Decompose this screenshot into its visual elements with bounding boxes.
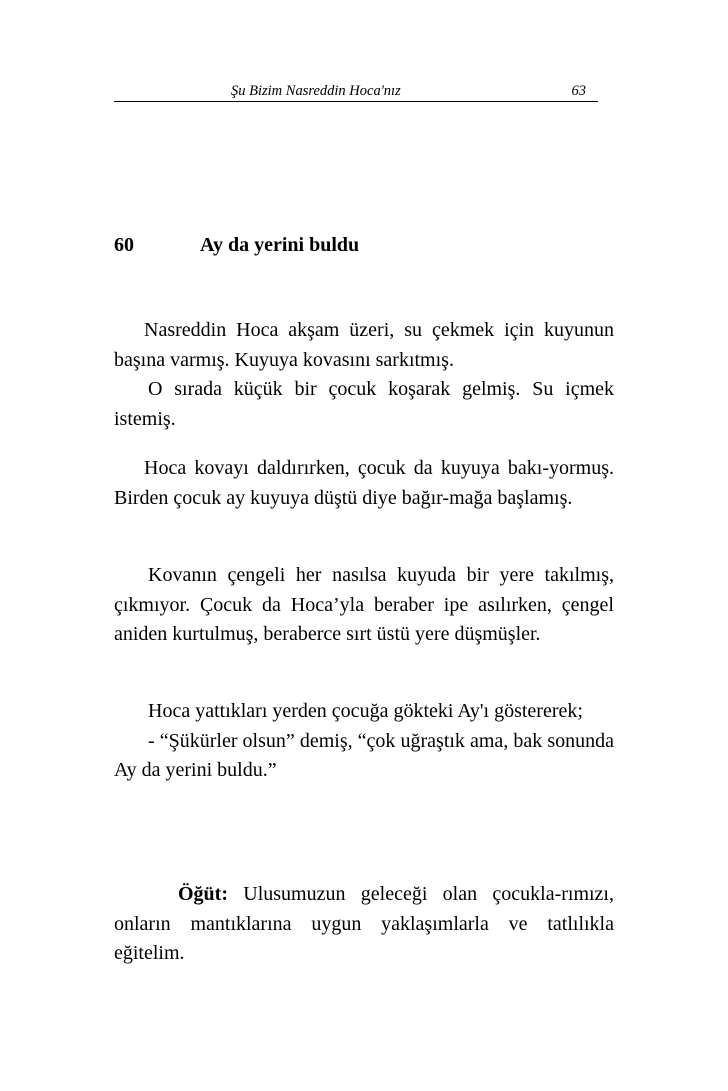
- story-paragraph-1: Nasreddin Hoca akşam üzeri, su çekmek için kuyunun başına varmış. Kuyuya kovasını sarkıtmış.: [114, 319, 614, 371]
- chapter-number: 60: [114, 234, 134, 256]
- story-paragraph-2: O sırada küçük bir çocuk koşarak gelmiş. Su içmek istemiş.: [114, 378, 614, 430]
- advice-label: Öğüt:: [178, 883, 228, 905]
- running-header: [114, 81, 598, 102]
- story-block-4: [114, 697, 614, 786]
- story-block-2: [114, 454, 614, 513]
- book-title: Şu Bizim Nasreddin Hoca'nız: [231, 83, 401, 99]
- chapter-heading: [114, 234, 614, 257]
- story-paragraph-5: Hoca yattıkları yerden çocuğa gökteki Ay'ı göstererek;: [148, 700, 583, 722]
- advice-text: Ulusumuzun geleceği olan çocukla-rımızı, onların mantıklarına uygun yaklaşımlarla ve tatlılıkla eğitelim.: [114, 883, 614, 964]
- chapter-title: Ay da yerini buldu: [200, 234, 360, 256]
- advice-block: [114, 880, 614, 969]
- story-paragraph-3: Hoca kovayı daldırırken, çocuk da kuyuya bakı-yormuş. Birden çocuk ay kuyuya düştü diye bağır-mağa başlamış.: [114, 457, 614, 509]
- story-paragraph-4: Kovanın çengeli her nasılsa kuyuda bir yere takılmış, çıkmıyor. Çocuk da Hoca’yla beraber ipe asılırken, çengel aniden kurtulmuş, beraberce sırt üstü yere düşmüşler.: [114, 564, 614, 645]
- advice-paragraph: [114, 880, 614, 969]
- story-block-1: [114, 316, 614, 434]
- story-paragraph-6: - “Şükürler olsun” demiş, “çok uğraştık ama, bak sonunda Ay da yerini buldu.”: [114, 729, 614, 781]
- story-block-3: [114, 561, 614, 650]
- page-number: 63: [571, 83, 586, 99]
